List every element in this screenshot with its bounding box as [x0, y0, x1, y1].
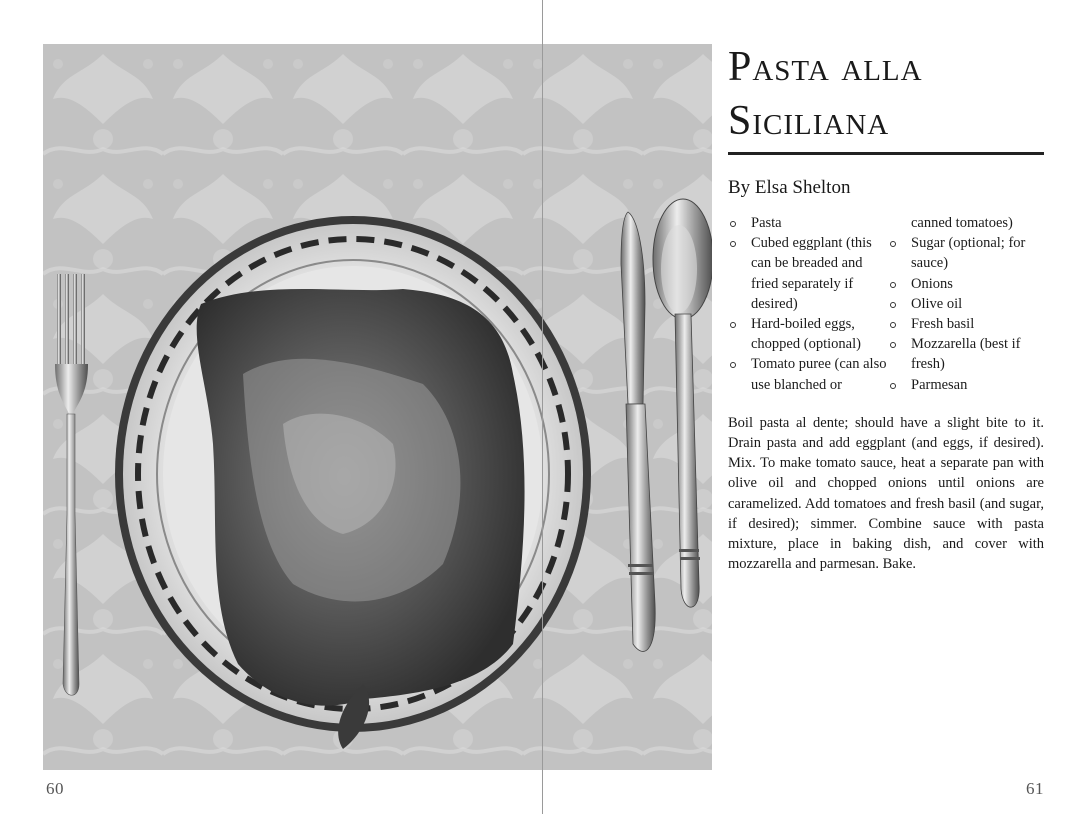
recipe-method: Boil pasta al dente; should have a slight bite to it. Drain pasta and add eggplant (and eggs, if desired). Mix. To make tomato sauce, heat a separate pan with olive oil and chopped onions until onions are caramelized. Add tomatoes and fresh basil (and sugar, if desired); simmer. Combine sauce with pasta mixture, place in baking dish, and cover with mozzarella and parmesan. Bake.	[728, 414, 1044, 573]
bullet-icon	[730, 241, 736, 247]
ingredient-text: Cubed eggplant (this can be breaded and fried separately if desired)	[751, 235, 872, 312]
bullet-icon	[890, 322, 896, 328]
ingredient-text: Parmesan	[911, 376, 968, 393]
ingredient-text: Olive oil	[911, 295, 963, 312]
bullet-icon	[730, 362, 736, 368]
ingredient-text: Mozzarella (best if fresh)	[911, 336, 1021, 373]
ingredient-item	[728, 314, 888, 354]
ingredient-item	[888, 233, 1044, 273]
recipe-byline: By Elsa Shelton	[728, 177, 851, 198]
ingredient-list	[728, 213, 1044, 395]
recipe-title: Pasta alla Siciliana	[728, 40, 1044, 155]
ingredient-item	[888, 314, 1044, 334]
ingredient-text: Tomato puree (can also use blanched or	[751, 356, 887, 393]
page-number-right: 61	[1026, 779, 1044, 798]
recipe-column	[728, 40, 1044, 574]
ingredient-text: Pasta	[751, 215, 782, 231]
ingredient-item	[888, 375, 1044, 395]
ingredient-item	[728, 354, 888, 394]
ingredient-item-continued	[888, 213, 1044, 233]
bullet-icon	[890, 342, 896, 348]
ingredient-text: Fresh basil	[911, 316, 975, 333]
ingredient-item	[888, 274, 1044, 294]
spine-divider	[542, 0, 543, 814]
bullet-icon	[890, 383, 896, 389]
bullet-icon	[730, 221, 736, 227]
ingredient-item	[888, 334, 1044, 374]
bullet-icon	[890, 282, 896, 288]
ingredient-text: Sugar (optional; for sauce)	[911, 235, 1026, 272]
ingredient-item	[888, 294, 1044, 314]
bullet-icon	[890, 241, 896, 247]
page-number-left: 60	[46, 779, 64, 798]
bullet-icon	[890, 302, 896, 308]
food-photo	[43, 44, 712, 770]
ingredient-text: canned tomatoes)	[911, 215, 1013, 231]
ingredient-text: Onions	[911, 275, 953, 292]
ingredient-text: Hard-boiled eggs, chopped (optional)	[751, 316, 861, 353]
ingredient-column-1	[728, 213, 888, 395]
ingredient-item	[728, 213, 888, 233]
ingredient-item	[728, 233, 888, 314]
ingredient-column-2	[888, 213, 1044, 395]
bullet-icon	[730, 322, 736, 328]
